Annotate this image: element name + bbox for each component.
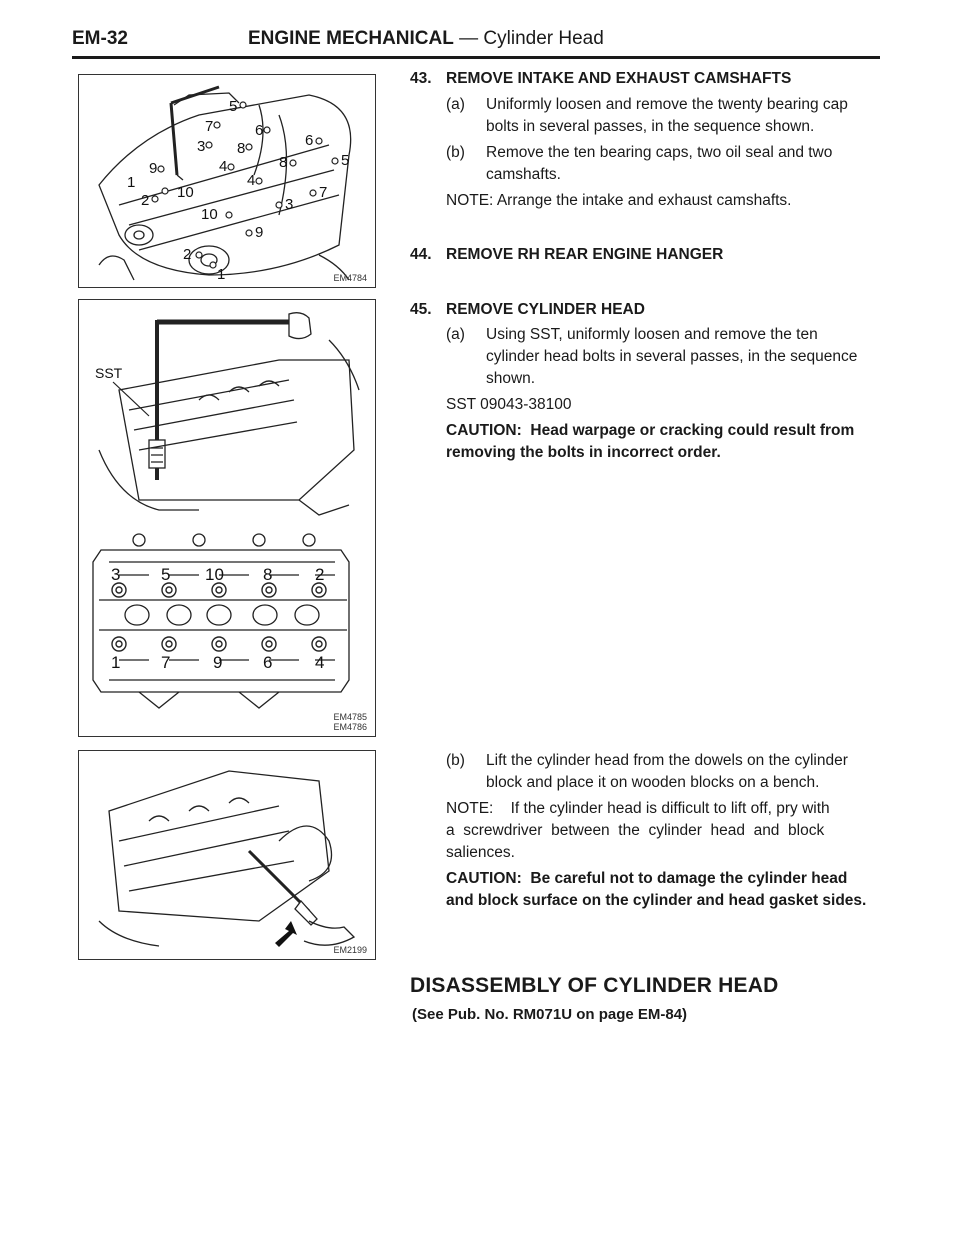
step-text: shown.	[486, 370, 536, 387]
bolt-label: 1	[127, 174, 136, 191]
header-dash: —	[459, 28, 479, 49]
pry-illustration	[79, 751, 375, 959]
bolt-label: 8	[263, 565, 273, 584]
section-name: ENGINE MECHANICAL	[248, 28, 454, 49]
header-title	[248, 28, 604, 50]
bolt-label: 2	[315, 565, 325, 584]
caution-text: and block surface on the cylinder and head gasket sides.	[446, 892, 867, 909]
bolt-label: 3	[111, 565, 121, 584]
bolt-label: 6	[263, 653, 273, 672]
sub-label: (b)	[446, 752, 465, 769]
bolt-label: 10	[201, 206, 218, 223]
bolt-label: 8	[237, 140, 246, 157]
step-text: block and place it on wooden blocks on a bench.	[486, 774, 820, 791]
cylinder-head-illustration	[79, 300, 375, 736]
figure-pry-cylinder-head	[78, 750, 376, 960]
bolt-label: 4	[315, 653, 325, 672]
bolt-label: 6	[255, 122, 264, 139]
sst-number: SST 09043-38100	[446, 396, 572, 413]
figure-code: EM2199	[333, 945, 367, 955]
caution-text: removing the bolts in incorrect order.	[446, 444, 721, 461]
sub-label: (b)	[446, 144, 465, 161]
sub-label: (a)	[446, 96, 465, 113]
step-title: REMOVE INTAKE AND EXHAUST CAMSHAFTS	[446, 70, 792, 87]
bolt-label: 3	[197, 138, 206, 155]
step-text: camshafts.	[486, 166, 561, 183]
bolt-label: 10	[177, 184, 194, 201]
bolt-label: 7	[205, 118, 214, 135]
section-heading: DISASSEMBLY OF CYLINDER HEAD	[410, 974, 779, 997]
caution-text: Head warpage or cracking could result from	[530, 422, 855, 439]
step-text: Lift the cylinder head from the dowels on the cylinder	[486, 752, 848, 769]
step-title: REMOVE CYLINDER HEAD	[446, 301, 645, 318]
step-text: Remove the ten bearing caps, two oil seal and two	[486, 144, 833, 161]
figure-code	[333, 712, 367, 732]
step-43a	[446, 94, 848, 116]
note-text: a screwdriver between the cylinder head and block	[446, 822, 825, 839]
bolt-label: 2	[141, 192, 150, 209]
step-text: Using SST, uniformly loosen and remove the ten	[486, 326, 818, 343]
step-text: cylinder head bolts in several passes, in the sequence	[486, 348, 858, 365]
caution-label: CAUTION:	[446, 870, 522, 887]
step-43b	[446, 142, 832, 164]
subsection-name: Cylinder Head	[483, 28, 604, 49]
bolt-label: 7	[161, 653, 171, 672]
figure-head-bolt-sequence	[78, 299, 376, 737]
step-45b	[446, 750, 848, 772]
bolt-label: 5	[161, 565, 171, 584]
step-44-heading	[410, 244, 723, 266]
step-45a	[446, 324, 818, 346]
caution-label: CAUTION:	[446, 422, 522, 439]
section-reference: (See Pub. No. RM071U on page EM-84)	[412, 1006, 688, 1023]
bolt-label: 2	[183, 246, 192, 263]
sst-label: SST	[95, 365, 123, 381]
bolt-label: 6	[305, 132, 314, 149]
caution-text: Be careful not to damage the cylinder head	[530, 870, 848, 887]
bolt-label: 3	[285, 196, 294, 213]
bolt-label: 5	[341, 152, 350, 169]
bolt-label: 4	[219, 158, 228, 175]
figure-code-line: EM4786	[333, 722, 367, 732]
bolt-label: 1	[111, 653, 121, 672]
step-45-heading	[410, 299, 645, 321]
bolt-label: 8	[279, 154, 288, 171]
camshaft-illustration	[79, 75, 375, 287]
page-number: EM-32	[72, 28, 128, 49]
step-43-heading	[410, 68, 791, 90]
step-text: Uniformly loosen and remove the twenty bearing cap	[486, 96, 848, 113]
caution-2-line2	[446, 890, 866, 912]
note-text: saliences.	[446, 844, 515, 861]
figure-code: EM4784	[333, 273, 367, 283]
bolt-label: 9	[149, 160, 158, 177]
bolt-label: 5	[229, 98, 238, 115]
bolt-label: 10	[205, 565, 224, 584]
bolt-label: 1	[217, 266, 226, 283]
bolt-label: 7	[319, 184, 328, 201]
step-number: 44.	[410, 246, 432, 263]
bolt-label: 9	[255, 224, 264, 241]
step-text: bolts in several passes, in the sequence shown.	[486, 118, 815, 135]
caution-1-line2	[446, 442, 721, 464]
caution-2	[446, 868, 847, 890]
bolt-label: 4	[247, 172, 256, 189]
step-number: 43.	[410, 70, 432, 87]
page-header	[72, 26, 880, 59]
note-text: NOTE: If the cylinder head is difficult to lift off, pry with	[446, 800, 830, 817]
step-title: REMOVE RH REAR ENGINE HANGER	[446, 246, 724, 263]
bolt-label: 9	[213, 653, 223, 672]
figure-code-line: EM4785	[333, 712, 367, 722]
note-text: NOTE: Arrange the intake and exhaust camshafts.	[446, 192, 792, 209]
figure-camshaft-bolt-sequence	[78, 74, 376, 288]
sub-label: (a)	[446, 326, 465, 343]
caution-1	[446, 420, 854, 442]
step-number: 45.	[410, 301, 432, 318]
